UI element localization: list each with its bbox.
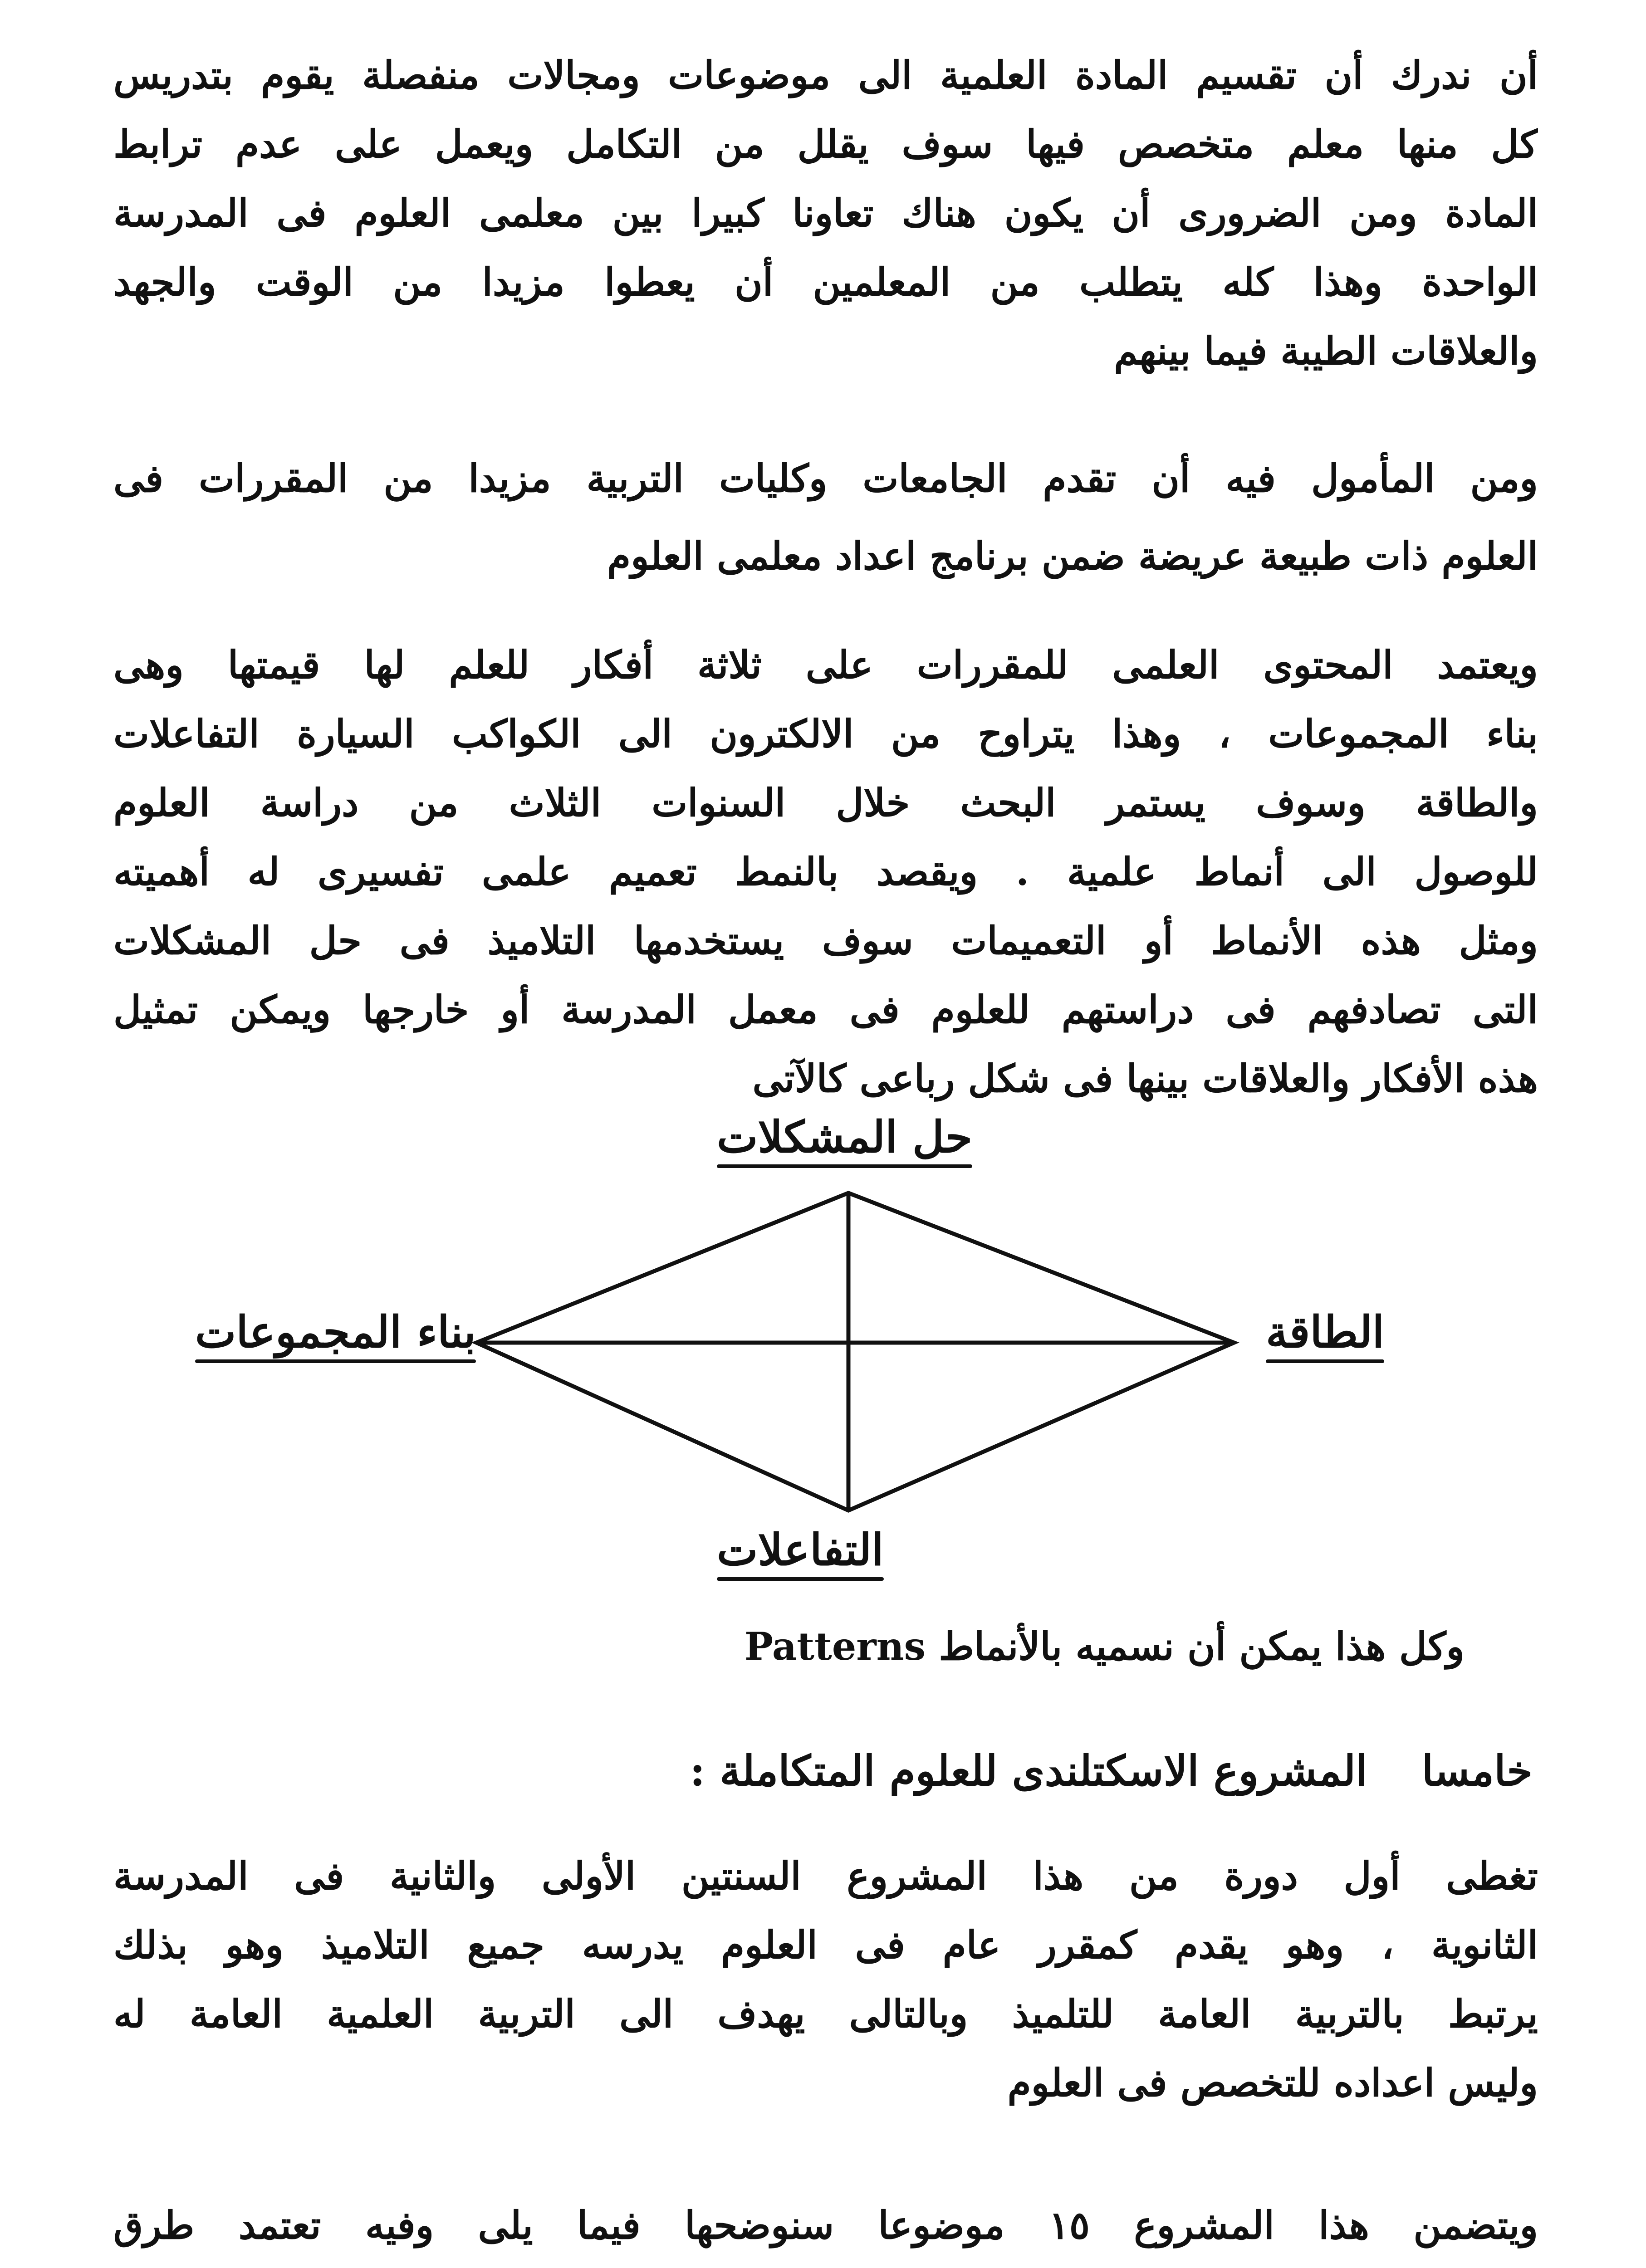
paragraph-3	[113, 631, 1538, 1113]
diagram-label-left: بناء المجموعات	[195, 1306, 476, 1358]
text-line: ويتضمن هذا المشروع ١٥ موضوعا سنوضحها فيما يلى وفيه تعتمد طرق	[113, 2203, 1538, 2248]
text-line: التى تصادفهم فى دراستهم للعلوم فى معمل المدرسة أو خارجها ويمكن تمثيل	[113, 987, 1538, 1032]
diagram-label-bottom: التفاعلات	[717, 1524, 884, 1575]
paragraph-2	[113, 435, 1538, 591]
text-line: هذه الأفكار والعلاقات بينها فى شكل رباعى كالآتى	[752, 1056, 1538, 1101]
text-line: الواحدة وهذا كله يتطلب من المعلمين أن يعطوا مزيدا من الوقت والجهد	[113, 259, 1538, 304]
text-line: للوصول الى أنماط علمية . ويقصد بالنمط تعميم علمى تفسيرى له أهميته	[113, 849, 1538, 894]
text-line: والطاقة وسوف يستمر البحث خلال السنوات الثلاث من دراسة العلوم	[113, 780, 1538, 825]
text-line: ومن المأمول فيه أن تقدم الجامعات وكليات التربية مزيدا من المقررات فى	[113, 456, 1538, 501]
section-title: المشروع الاسكتلندى للعلوم المتكاملة :	[690, 1746, 1367, 1795]
text-line: وليس اعداده للتخصص فى العلوم	[1007, 2060, 1538, 2105]
text-line: تغطى أول دورة من هذا المشروع السنتين الأولى والثانية فى المدرسة	[113, 1853, 1538, 1898]
text-line: العلوم ذات طبيعة عريضة ضمن برنامج اعداد معلمى العلوم	[607, 533, 1538, 578]
text-line: بناء المجموعات ، وهذا يتراوح من الالكترون الى الكواكب السيارة التفاعلات	[113, 711, 1538, 756]
text-line	[113, 2260, 1538, 2268]
paragraph-5	[113, 2191, 1538, 2268]
text-line: يرتبط بالتربية العامة للتلميذ وبالتالى يهدف الى التربية العلمية العامة له	[113, 1991, 1538, 2036]
section-number: خامسا	[1421, 1746, 1533, 1795]
diagram-label-right: الطاقة	[1266, 1306, 1385, 1358]
text-line: ويعتمد المحتوى العلمى للمقررات على ثلاثة أفكار للعلم لها قيمتها وهى	[113, 642, 1538, 687]
text-line: المادة ومن الضرورى أن يكون هناك تعاونا كبيرا بين معلمى العلوم فى المدرسة	[113, 191, 1538, 235]
paragraph-4	[113, 1842, 1538, 2117]
diagram-label-top: حل المشكلات	[717, 1111, 973, 1163]
paragraph-1	[113, 41, 1538, 386]
text-line: الثانوية ، وهو يقدم كمقرر عام فى العلوم يدرسه جميع التلاميذ وهو بذلك	[113, 1922, 1538, 1967]
diagram-caption: وكل هذا يمكن أن نسميه بالأنماط Patterns	[744, 1624, 1465, 1669]
text-line: ومثل هذه الأنماط أو التعميمات سوف يستخدمها التلاميذ فى حل المشكلات	[113, 918, 1538, 963]
text-line: أن ندرك أن تقسيم المادة العلمية الى موضوعات ومجالات منفصلة يقوم بتدريس	[113, 53, 1538, 98]
text-line: كل منها معلم متخصص فيها سوف يقلل من التكامل ويعمل على عدم ترابط	[113, 122, 1538, 166]
text-line: والعلاقات الطيبة فيما بينهم	[1114, 328, 1538, 373]
rhombus-outline	[476, 1193, 1234, 1510]
section-heading	[690, 1746, 1533, 1795]
